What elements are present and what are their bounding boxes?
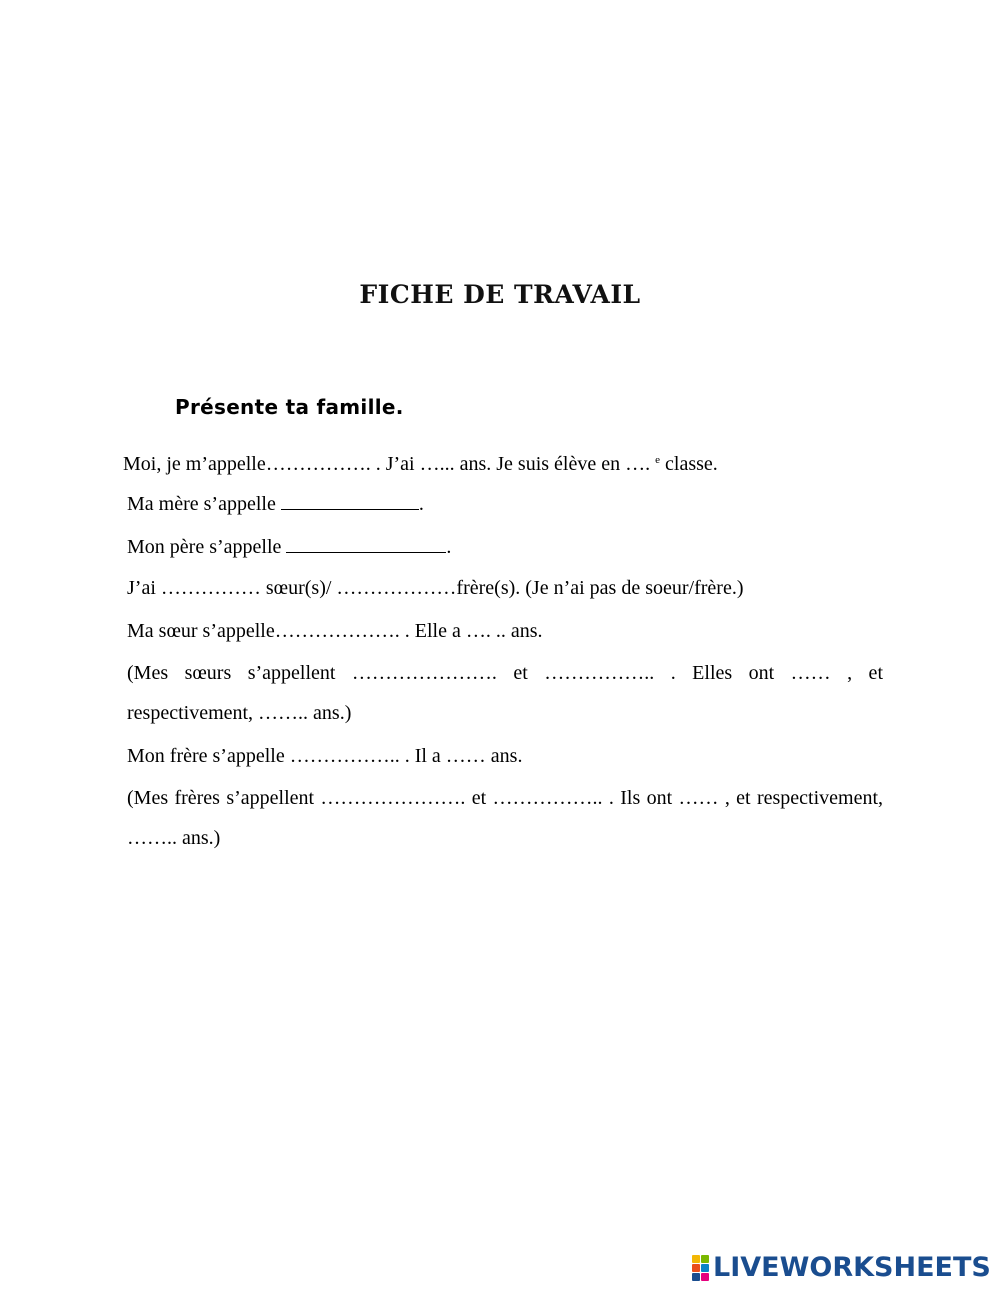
mother-label: Ma mère s’appelle [127, 493, 281, 515]
exercise-instruction: Présente ta famille. [175, 395, 404, 419]
brothers-paragraph: (Mes frères s’appellent …………………. et …………….. . Ils ont …… , et respectivement, …….. ans.) [127, 787, 883, 849]
brother-sentence: Mon frère s’appelle …………….. . Il a …… ans. [127, 745, 523, 767]
siblings-sentence: J’ai …………… sœur(s)/ ………………frère(s). (Je n’ai pas de soeur/frère.) [127, 577, 744, 599]
mother-sentence [127, 491, 424, 516]
father-name-blank[interactable] [286, 534, 446, 553]
worksheet-title: FICHE DE TRAVAIL [359, 280, 641, 309]
intro-text-part2: classe. [660, 453, 718, 475]
mother-end: . [418, 493, 424, 515]
father-end: . [446, 536, 452, 558]
mother-name-blank[interactable] [281, 491, 419, 510]
logo-text: LIVEWORKSHEETS [713, 1252, 991, 1283]
father-sentence [127, 534, 451, 559]
ordinal-superscript: e [655, 454, 661, 466]
father-label: Mon père s’appelle [127, 536, 287, 558]
intro-sentence [123, 452, 718, 476]
liveworksheets-logo [692, 1253, 991, 1283]
sister-sentence: Ma sœur s’appelle………………. . Elle a …. .. ans. [127, 620, 543, 642]
sisters-paragraph: (Mes sœurs s’appellent …………………. et …………….. . Elles ont …… , et respectivement, …….. ans.) [127, 662, 883, 724]
liveworksheets-logo-icon [692, 1255, 710, 1281]
intro-text-part1: Moi, je m’appelle……………. . J’ai …... ans. Je suis élève en …. [123, 453, 656, 475]
